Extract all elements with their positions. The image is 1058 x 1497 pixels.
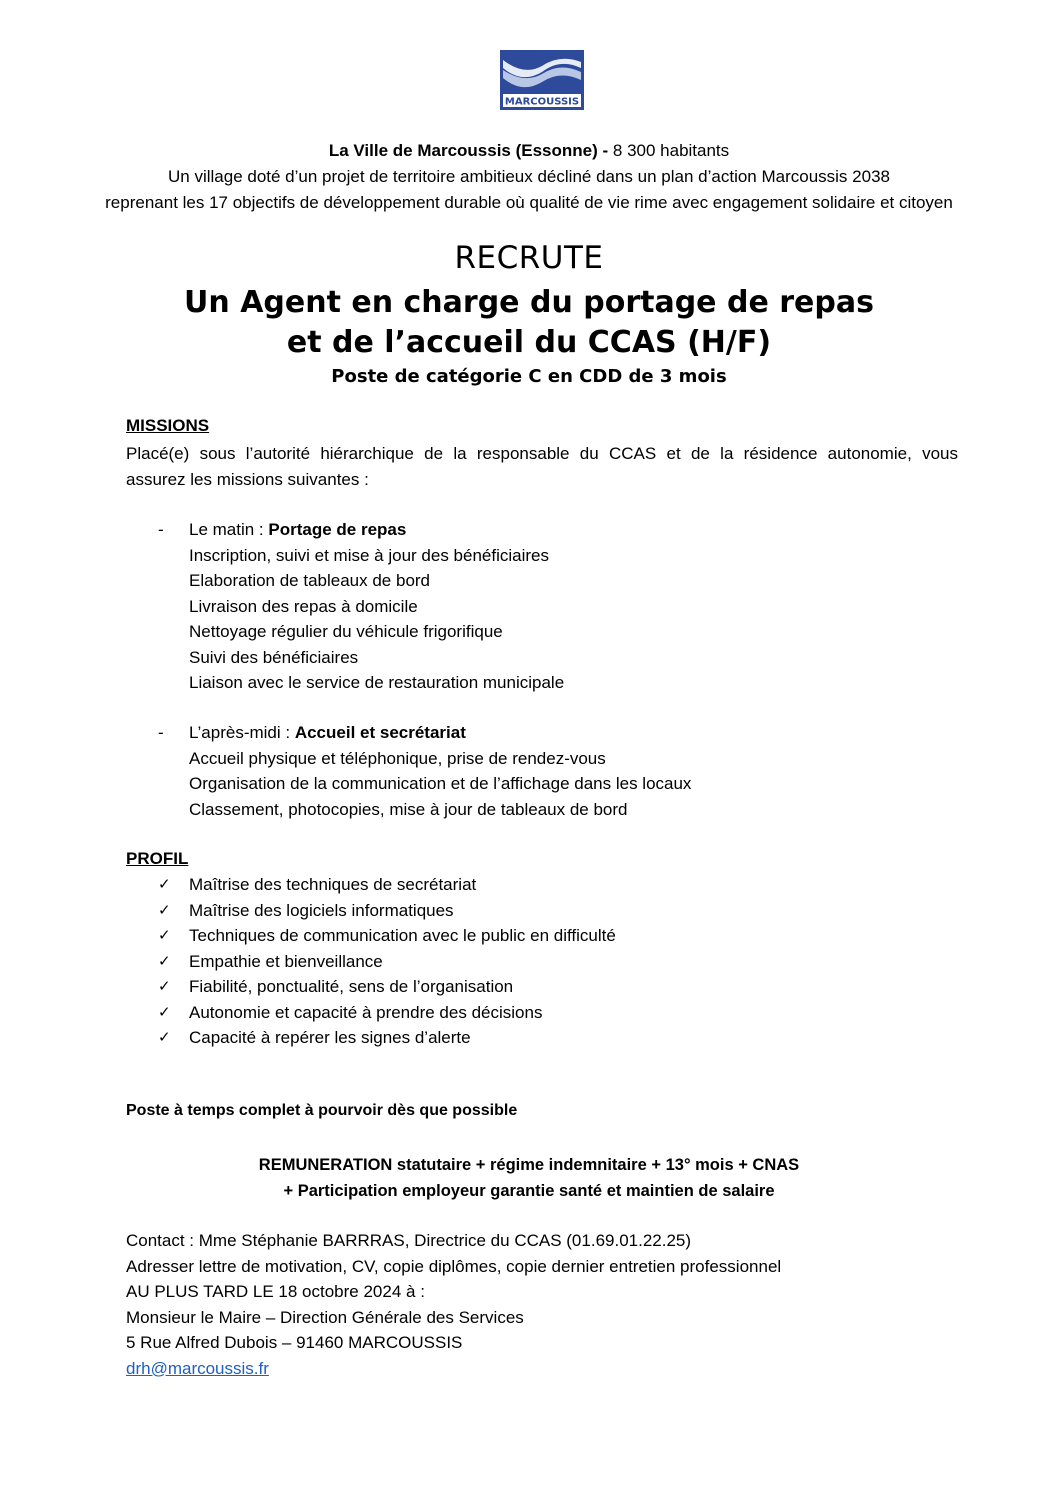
contact-line-1: Contact : Mme Stéphanie BARRRAS, Directrice du CCAS (01.69.01.22.25) <box>126 1231 692 1250</box>
afternoon-header <box>126 720 691 746</box>
afternoon-block <box>126 720 691 822</box>
morning-block <box>126 517 564 696</box>
check-icon: ✓ <box>158 1003 171 1021</box>
check-icon: ✓ <box>158 1029 171 1046</box>
contact-line-4: Monsieur le Maire – Direction Générale des Services <box>126 1307 524 1327</box>
check-icon: ✓ <box>158 952 171 970</box>
job-title-line-2: et de l’accueil du CCAS (H/F) <box>286 325 772 360</box>
list-item: Classement, photocopies, mise à jour de tableaux de bord <box>189 799 628 819</box>
intro-population: 8 300 habitants <box>608 141 730 160</box>
afternoon-label: L’après-midi : <box>189 723 295 742</box>
intro <box>0 138 1058 216</box>
intro-line-2: Un village doté d’un projet de territoire ambitieux décliné dans un plan d’action Marcoussis 2038 <box>168 167 890 186</box>
list-item: Accueil physique et téléphonique, prise de rendez-vous <box>189 748 606 768</box>
morning-header <box>126 517 564 543</box>
missions-intro-line-1: Placé(e) sous l’autorité hiérarchique de la responsable du CCAS et de la résidence autonomie, vous <box>126 444 958 463</box>
missions-intro-line-2: assurez les missions suivantes : <box>126 470 369 489</box>
afternoon-label-bold: Accueil et secrétariat <box>294 723 466 742</box>
list-item: Livraison des repas à domicile <box>189 596 418 616</box>
list-item-text: Maîtrise des logiciels informatiques <box>189 900 454 920</box>
list-item: Inscription, suivi et mise à jour des bénéficiaires <box>189 545 549 565</box>
contact-block <box>126 1228 781 1381</box>
missions-intro <box>126 441 958 493</box>
job-title-line-1: Un Agent en charge du portage de repas <box>184 285 874 320</box>
remuneration-line-1: REMUNERATION statutaire + régime indemnitaire + 13° mois + CNAS <box>258 1156 800 1174</box>
list-item-text: Autonomie et capacité à prendre des décisions <box>189 1002 543 1022</box>
missions-heading: MISSIONS <box>126 416 210 435</box>
job-subtitle: Poste de catégorie C en CDD de 3 mois <box>331 366 727 387</box>
list-item-text: Empathie et bienveillance <box>189 951 383 971</box>
morning-label-bold: Portage de repas <box>268 520 407 539</box>
contact-line-5: 5 Rue Alfred Dubois – 91460 MARCOUSSIS <box>126 1333 463 1352</box>
list-item: Nettoyage régulier du véhicule frigorifique <box>189 622 503 641</box>
contact-line-3: AU PLUS TARD LE 18 octobre 2024 à : <box>126 1282 425 1301</box>
check-icon: ✓ <box>158 927 171 944</box>
check-icon: ✓ <box>158 978 171 995</box>
list-item-text: Capacité à repérer les signes d’alerte <box>189 1028 471 1047</box>
list-item: Liaison avec le service de restauration municipale <box>189 673 565 692</box>
intro-city: La Ville de Marcoussis (Essonne) - <box>328 141 609 160</box>
fulltime-notice: Poste à temps complet à pourvoir dès que possible <box>126 1102 518 1119</box>
morning-label: Le matin : <box>189 520 269 539</box>
list-item: Suivi des bénéficiaires <box>189 647 359 667</box>
intro-line-1 <box>0 138 1058 164</box>
list-item-text: Maîtrise des techniques de secrétariat <box>189 875 477 894</box>
dash-bullet: - <box>158 723 164 742</box>
list-item: Elaboration de tableaux de bord <box>189 571 431 590</box>
contact-line-2: Adresser lettre de motivation, CV, copie diplômes, copie dernier entretien professionnel <box>126 1256 782 1276</box>
email-link[interactable]: drh@marcoussis.fr <box>126 1358 269 1378</box>
list-item: Organisation de la communication et de l’affichage dans les locaux <box>189 774 692 793</box>
check-icon: ✓ <box>158 901 171 919</box>
check-icon: ✓ <box>158 876 171 893</box>
dash-bullet: - <box>158 520 164 539</box>
remuneration-line-2: + Participation employeur garantie santé et maintien de salaire <box>283 1182 775 1200</box>
recrute-heading: RECRUTE <box>454 240 604 276</box>
logo-text: MARCOUSSIS <box>504 96 580 108</box>
job-title <box>0 283 1058 363</box>
intro-line-3: reprenant les 17 objectifs de développement durable où qualité de vie rime avec engagement solidaire et citoyen <box>105 193 953 212</box>
profil-heading: PROFIL <box>126 849 189 868</box>
marcoussis-logo <box>500 50 584 110</box>
list-item-text: Fiabilité, ponctualité, sens de l’organisation <box>189 977 514 996</box>
list-item-text: Techniques de communication avec le public en difficulté <box>189 926 616 945</box>
remuneration <box>0 1152 1058 1204</box>
